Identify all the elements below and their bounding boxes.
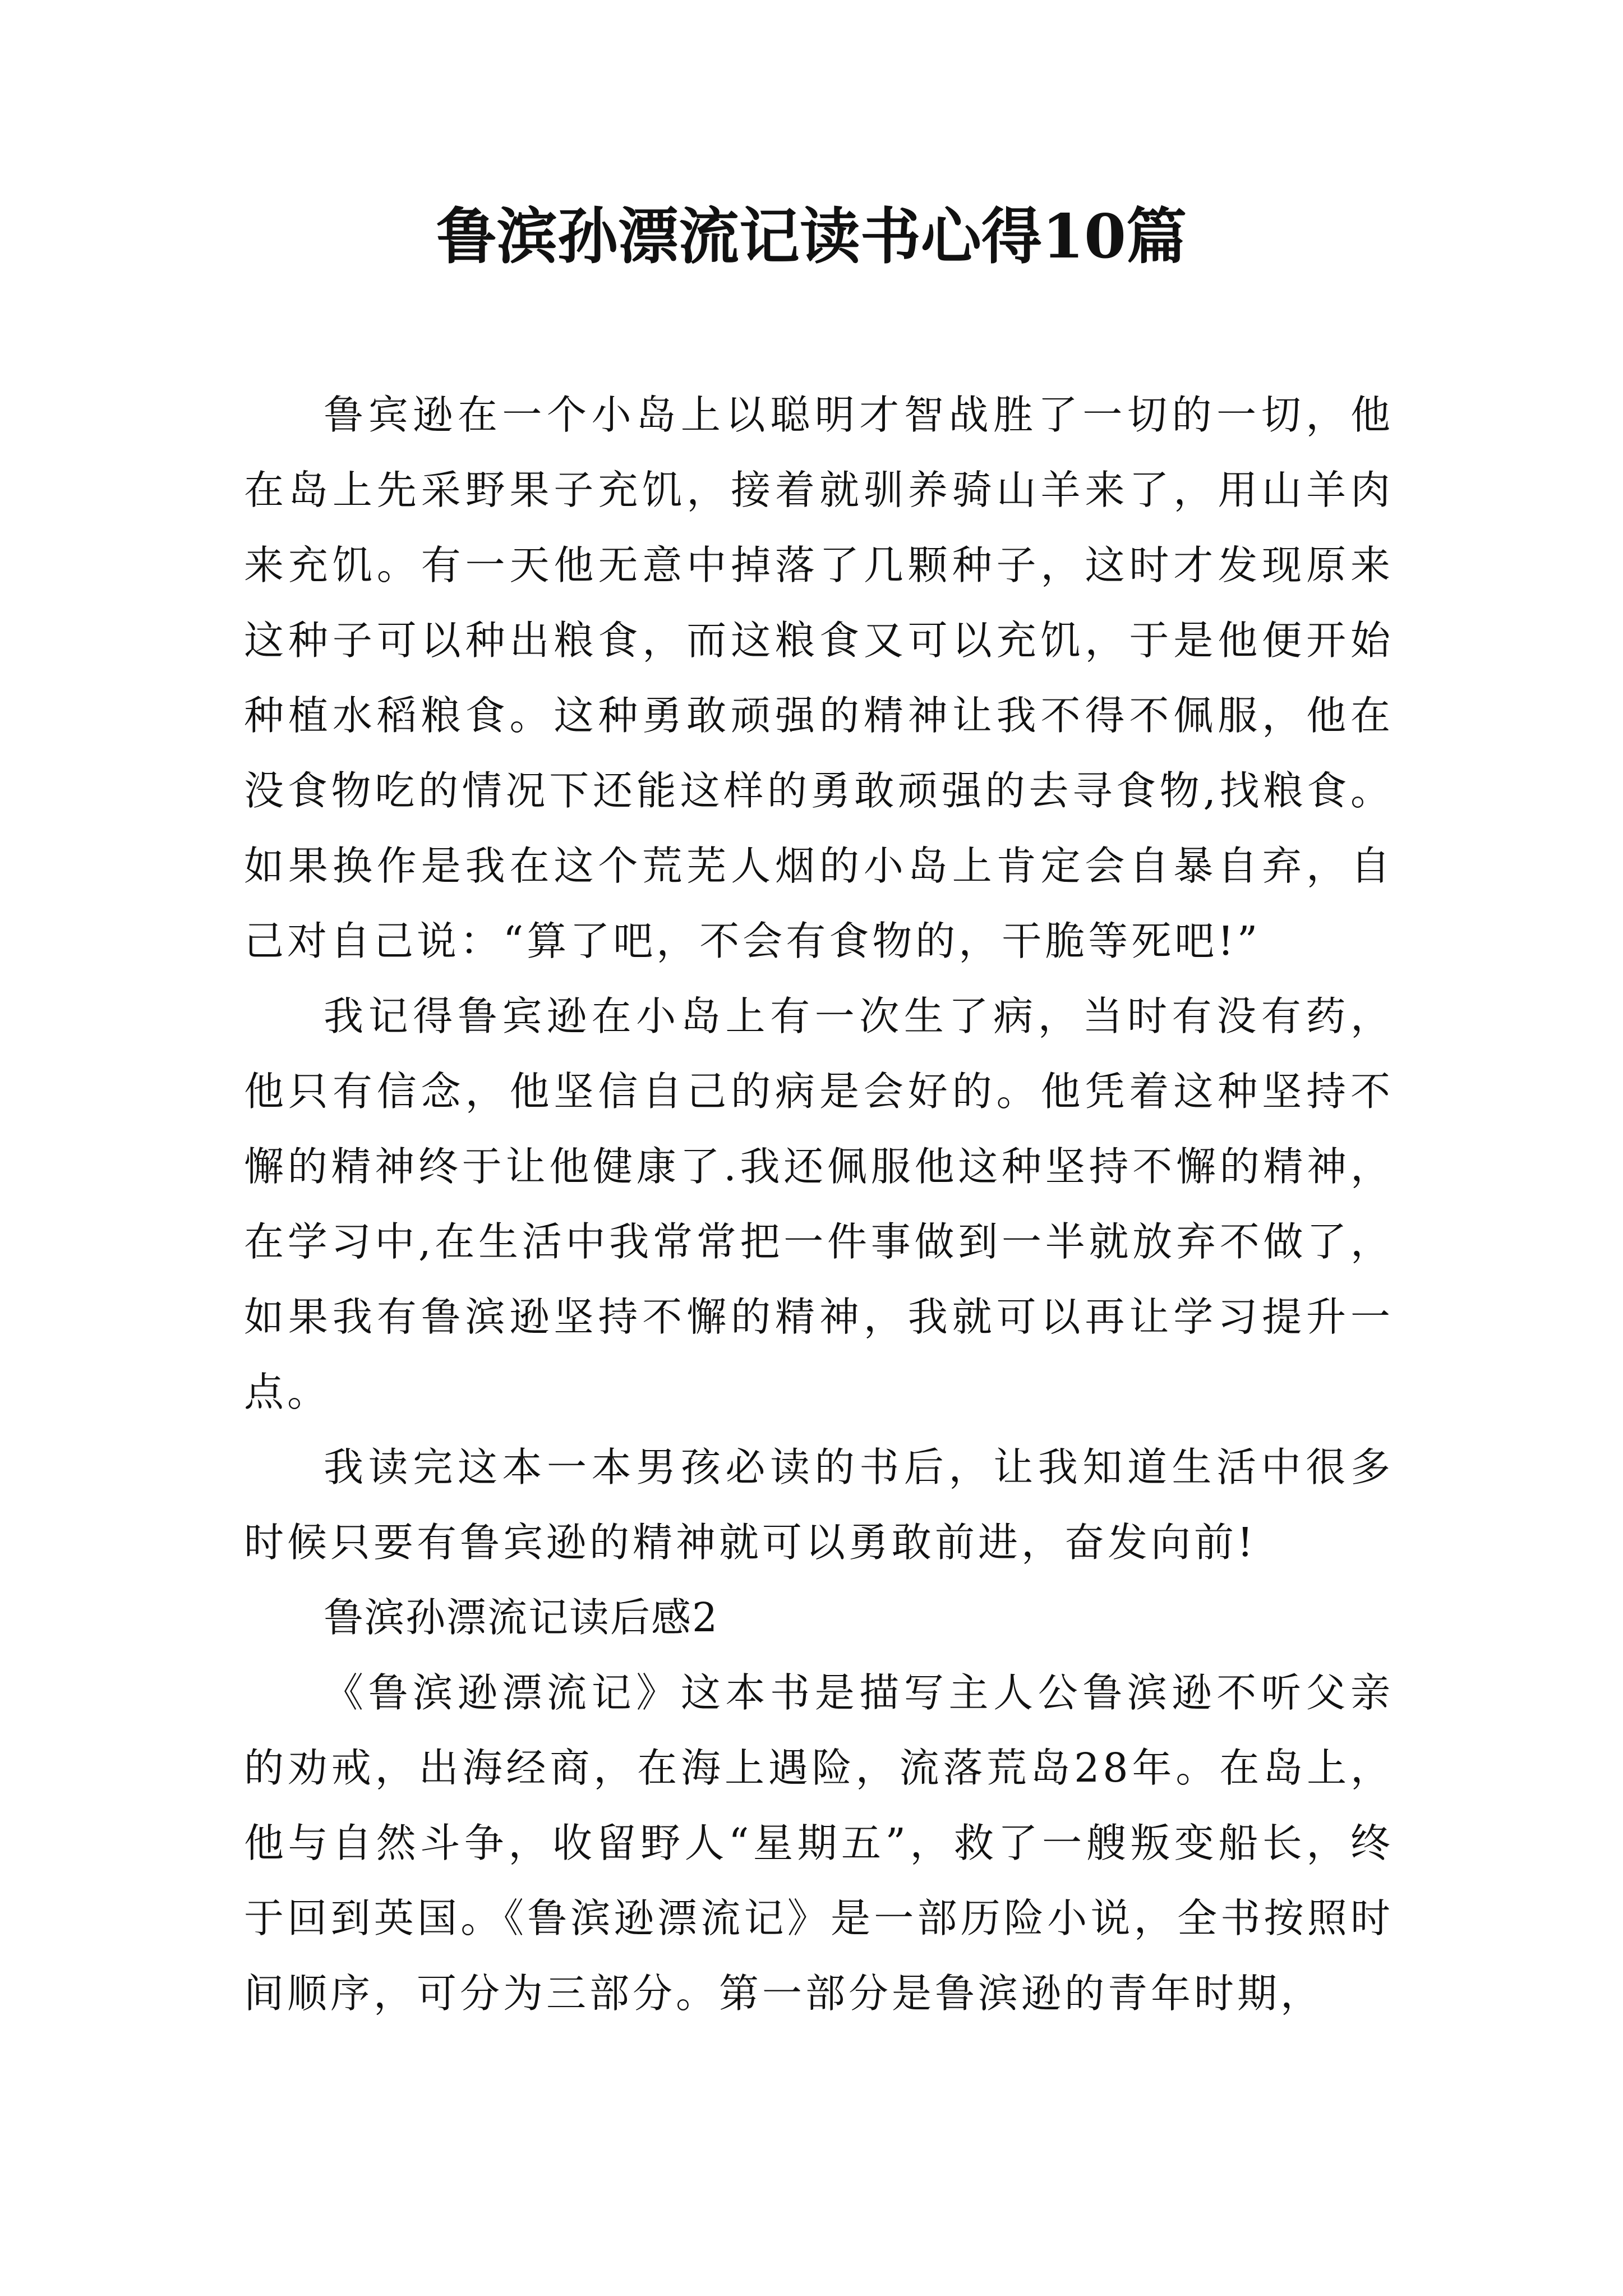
section-heading: 鲁滨孙漂流记读后感2	[324, 1594, 719, 1641]
document-body	[244, 378, 1394, 2031]
document-title: 鲁滨孙漂流记读书心得10篇	[436, 201, 1187, 272]
paragraph-4: 《鲁滨逊漂流记》这本书是描写主人公鲁滨逊不听父亲的劝戒，出海经商，在海上遇险，流落荒岛28年。在岛上，他与自然斗争，收留野人“星期五”，救了一艘叛变船长，终于回到英国。《鲁滨逊漂流记》是一部历险小说，全书按照时间顺序，可分为三部分。第一部分是鲁滨逊的青年时期，	[244, 1669, 1394, 2017]
paragraph-1: 鲁宾逊在一个小岛上以聪明才智战胜了一切的一切，他在岛上先采野果子充饥，接着就驯养骑山羊来了，用山羊肉来充饥。有一天他无意中掉落了几颗种子，这时才发现原来这种子可以种出粮食，而这粮食又可以充饥，于是他便开始种植水稻粮食。这种勇敢顽强的精神让我不得不佩服，他在没食物吃的情况下还能这样的勇敢顽强的去寻食物,找粮食。如果换作是我在这个荒芜人烟的小岛上肯定会自暴自弃，自己对自己说：“算了吧，不会有食物的，干脆等死吧!”	[244, 392, 1394, 964]
paragraph-3: 我读完这本一本男孩必读的书后，让我知道生活中很多时候只要有鲁宾逊的精神就可以勇敢前进，奋发向前!	[244, 1444, 1394, 1566]
paragraph-2: 我记得鲁宾逊在小岛上有一次生了病，当时有没有药，他只有信念，他坚信自己的病是会好的。他凭着这种坚持不懈的精神终于让他健康了.我还佩服他这种坚持不懈的精神，在学习中,在生活中我常常把一件事做到一半就放弃不做了，如果我有鲁滨逊坚持不懈的精神，我就可以再让学习提升一点。	[244, 993, 1394, 1415]
